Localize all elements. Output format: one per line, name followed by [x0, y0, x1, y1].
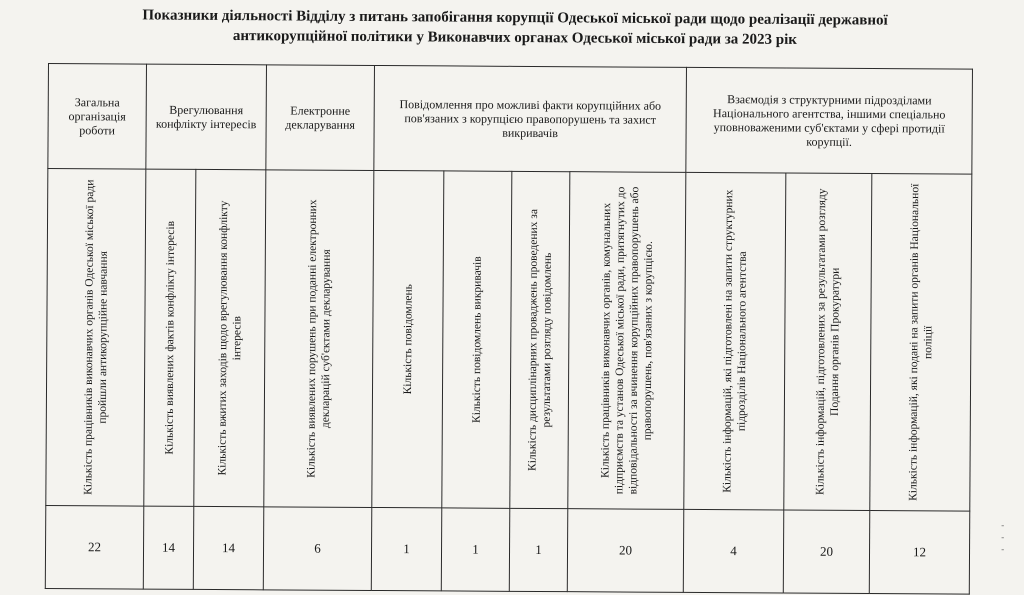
column-header-cell [46, 169, 146, 507]
column-header: Кількість інформацій, які подані на запити органів Національної поліції [906, 183, 934, 501]
column-header-cell [144, 169, 196, 506]
column-header: Кількість виявлених фактів конфлікту інтересів [163, 220, 177, 455]
column-header: Кількість дисциплінарних проваджень проведених за результатами розгляду повідомлень [526, 208, 554, 471]
value-cell: 1 [371, 507, 442, 590]
value-cell: 20 [783, 510, 870, 594]
column-header: Кількість повідомлень викривачів [470, 256, 484, 423]
column-header-cell [510, 171, 570, 508]
column-header-cell [568, 172, 686, 510]
title-line-2: антикорупційної політики у Виконавчих органах Одеської міської ради за 2023 рік [232, 28, 798, 48]
value-cell: 1 [441, 508, 510, 591]
group-interaction: Взаємодія з структурними підрозділами Національного агентства, іншими спеціально уповноваженими суб'єктами у сфері протидії корупції. [686, 67, 973, 174]
column-header: Кількість працівників виконавчих органів Одеської міської ради пройшли антикорупційне навчання [81, 179, 110, 495]
column-header-cell [684, 172, 786, 510]
document-title [40, 5, 990, 52]
column-header: Кількість інформацій, підготовлених за результатами розгляду Подання органів Прокуратури [813, 188, 842, 495]
group-conflict-of-interest: Врегулювання конфлікту інтересів [146, 64, 267, 170]
group-header-row [48, 64, 973, 175]
column-header-cell [442, 171, 512, 508]
value-cell: 14 [193, 506, 264, 589]
report-table [45, 63, 973, 595]
values-row [45, 505, 970, 594]
column-header-cell [870, 174, 972, 512]
column-header: Кількість виявлених порушень при поданні електронних декларацій суб'єктами декларування [304, 199, 333, 478]
column-header: Кількість працівників виконавчих органів, комунальних підприємств та установ Одеської міської ради, притягнутих до відповідальності за вчинення корупційних правопорушень або правопорушень, пов'язаних з корупцією. [598, 186, 655, 495]
value-cell: 20 [567, 509, 684, 593]
column-header: Кількість інформацій, які підготовлені на запити структурних підрозділів Національного агентства [720, 189, 749, 493]
column-header: Кількість вжитих заходів щодо врегулювання конфлікту інтересів [215, 200, 243, 476]
column-header-cell [264, 170, 374, 508]
value-cell: 14 [143, 506, 194, 589]
group-e-declaration: Електронне декларування [266, 65, 375, 171]
value-cell: 4 [683, 509, 784, 593]
value-cell: 22 [45, 505, 144, 589]
column-header: Кількість повідомлень [401, 284, 415, 395]
group-corruption-reports: Повідомлення про можливі факти корупційних або пов'язаних з корупцією правопорушень та захист викривачів [374, 65, 687, 172]
column-header-cell [194, 169, 266, 506]
value-cell: 6 [263, 507, 372, 591]
margin-marks: - - - [1000, 521, 1006, 555]
title-line-1: Показники діяльності Відділу з питань запобігання корупції Одеської міської ради щодо реалізації державної [142, 7, 888, 29]
group-general-organization: Загальна організація роботи [48, 64, 147, 170]
column-header-cell [372, 170, 444, 507]
value-cell: 12 [869, 511, 970, 595]
column-header-row [46, 169, 972, 512]
column-header-cell [784, 173, 872, 511]
value-cell: 1 [509, 508, 568, 591]
